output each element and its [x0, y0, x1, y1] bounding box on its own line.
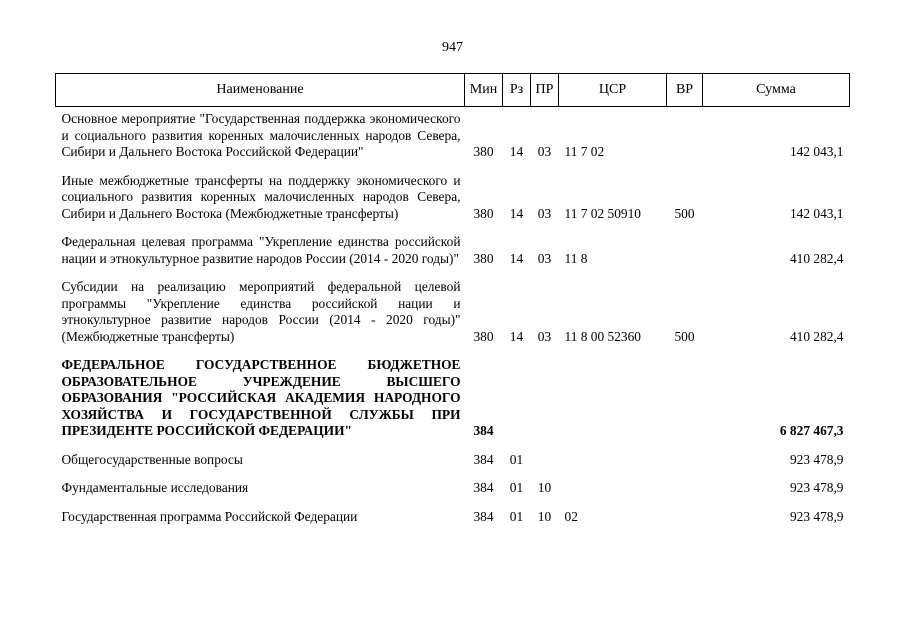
row-rz: 14 [509, 205, 524, 221]
header-sum: Сумма [703, 74, 850, 107]
row-min: 384 [473, 423, 494, 438]
row-rz: 01 [509, 451, 524, 467]
header-rz: Рз [503, 74, 531, 107]
row-min: 380 [473, 250, 494, 266]
row-csr: 11 7 02 [564, 144, 605, 159]
row-name: Субсидии на реализацию мероприятий федеральной целевой программы "Укрепление единства российской нации и этнокультурное развитие народов России (2014 - 2020 годы)" (Межбюджетные трансферты) [61, 279, 461, 344]
row-sum: 410 282,4 [789, 328, 844, 344]
header-pr: ПР [531, 74, 559, 107]
row-min: 380 [473, 328, 494, 344]
row-sum: 923 478,9 [789, 451, 844, 467]
row-vr [667, 349, 703, 444]
row-csr: 11 8 [564, 250, 588, 266]
row-pr [531, 444, 559, 473]
header-name: Наименование [56, 74, 465, 107]
row-name: Государственная программа Российской Федерации [61, 508, 358, 524]
row-vr: 500 [674, 328, 695, 344]
row-pr: 10 [537, 508, 552, 524]
table-row [56, 107, 850, 165]
row-sum: 6 827 467,3 [779, 423, 844, 438]
table-row [56, 472, 850, 501]
row-rz [503, 349, 531, 444]
budget-table [55, 73, 850, 529]
row-min: 384 [473, 480, 494, 495]
row-vr [667, 226, 703, 271]
table-row [56, 501, 850, 530]
row-csr: 02 [564, 508, 578, 524]
row-csr [559, 472, 667, 501]
row-pr: 03 [537, 205, 552, 221]
table-row [56, 349, 850, 444]
row-rz: 14 [509, 250, 524, 266]
row-min: 384 [473, 508, 494, 524]
row-rz: 14 [509, 328, 524, 344]
row-name: Общегосударственные вопросы [61, 451, 243, 467]
row-vr [667, 444, 703, 473]
row-sum: 410 282,4 [789, 250, 844, 266]
row-name: Основное мероприятие "Государственная поддержка экономического и социального развития коренных малочисленных народов Севера, Сибири и Дальнего Востока Российской Федерации" [61, 111, 461, 159]
row-name: Иные межбюджетные трансферты на поддержку экономического и социального развития коренных малочисленных народов Севера, Сибири и Дальнего Востока (Межбюджетные трансферты) [61, 172, 461, 221]
table-row [56, 165, 850, 227]
table-row [56, 444, 850, 473]
row-pr: 03 [537, 144, 552, 159]
row-pr: 03 [537, 328, 552, 344]
row-min: 380 [473, 144, 494, 159]
row-pr: 03 [537, 250, 552, 266]
row-rz: 14 [509, 144, 524, 159]
row-sum: 142 043,1 [789, 205, 844, 221]
row-pr: 10 [537, 480, 552, 495]
page-number: 947 [442, 40, 463, 55]
header-min: Мин [465, 74, 503, 107]
row-rz: 01 [509, 480, 524, 495]
table-header-row [56, 74, 850, 107]
row-name: Федеральная целевая программа "Укрепление единства российской нации и этнокультурное развитие народов России (2014 - 2020 годы)" [61, 234, 461, 266]
row-min: 380 [473, 205, 494, 221]
row-vr: 500 [674, 205, 695, 221]
row-min: 384 [473, 451, 494, 467]
row-csr [559, 349, 667, 444]
table-row [56, 226, 850, 271]
row-sum: 142 043,1 [789, 144, 844, 159]
row-sum: 923 478,9 [789, 480, 844, 495]
row-sum: 923 478,9 [789, 508, 844, 524]
row-name: Фундаментальные исследования [61, 480, 249, 495]
header-vr: ВР [667, 74, 703, 107]
row-vr [667, 472, 703, 501]
row-rz: 01 [509, 508, 524, 524]
table-body [56, 107, 850, 530]
table-row [56, 271, 850, 349]
row-csr: 11 8 00 52360 [564, 328, 641, 344]
row-csr [559, 444, 667, 473]
row-csr: 11 7 02 50910 [564, 205, 641, 221]
row-pr [531, 349, 559, 444]
row-vr [667, 501, 703, 530]
row-vr [667, 107, 703, 165]
header-csr: ЦСР [559, 74, 667, 107]
row-name: ФЕДЕРАЛЬНОЕ ГОСУДАРСТВЕННОЕ БЮДЖЕТНОЕ ОБРАЗОВАТЕЛЬНОЕ УЧРЕЖДЕНИЕ ВЫСШЕГО ОБРАЗОВАНИЯ "РОССИЙСКАЯ АКАДЕМИЯ НАРОДНОГО ХОЗЯЙСТВА И ГОСУДАРСТВЕННОЙ СЛУЖБЫ ПРИ ПРЕЗИДЕНТЕ РОССИЙСКОЙ ФЕДЕРАЦИИ" [61, 357, 461, 438]
